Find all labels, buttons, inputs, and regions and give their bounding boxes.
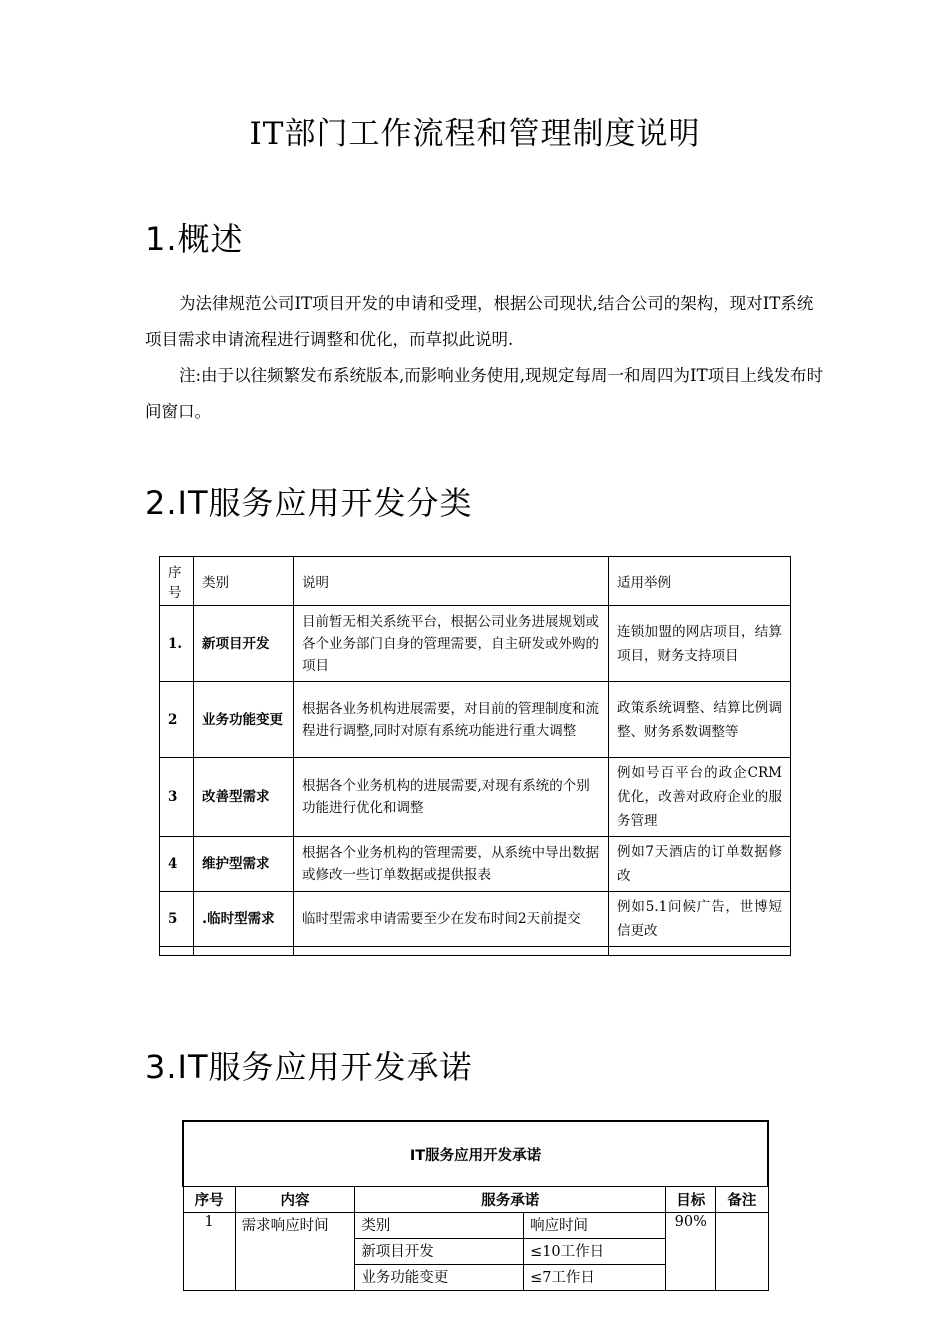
header-category: 类别 <box>194 557 294 606</box>
row-description: 根据各业务机构进展需要，对目前的管理制度和流程进行调整,同时对原有系统功能进行重大调整 <box>294 682 609 758</box>
section-heading-classification: 2.IT服务应用开发分类 <box>145 484 473 522</box>
sub-row-category: 新项目开发 <box>355 1239 524 1265</box>
row-target: 90% <box>666 1213 716 1291</box>
row-description: 目前暂无相关系统平台，根据公司业务进展规划或各个业务部门自身的管理需要，自主研发或外购的项目 <box>294 606 609 682</box>
table-row <box>183 1213 768 1239</box>
row-category: 维护型需求 <box>194 837 294 892</box>
row-category: 改善型需求 <box>194 758 294 837</box>
row-example: 例如7天酒店的订单数据修改 <box>609 837 791 892</box>
row-no: 1 <box>183 1213 235 1291</box>
row-no: 5 <box>160 892 194 947</box>
header-content: 内容 <box>235 1187 355 1213</box>
row-no: 3 <box>160 758 194 837</box>
classification-table <box>159 556 791 956</box>
header-commitment: 服务承诺 <box>355 1187 666 1213</box>
table-row <box>160 606 791 682</box>
sub-row-time: ≤7工作日 <box>524 1265 666 1291</box>
header-no: 序号 <box>183 1187 235 1213</box>
sub-header-category: 类别 <box>355 1213 524 1239</box>
overview-paragraph-1 <box>145 286 825 358</box>
row-example: 例如号百平台的政企CRM优化，改善对政府企业的服务管理 <box>609 758 791 837</box>
table-row <box>160 758 791 837</box>
table-header-row <box>183 1187 768 1213</box>
row-example: 连锁加盟的网店项目，结算项目，财务支持项目 <box>609 606 791 682</box>
row-no: 2 <box>160 682 194 758</box>
row-category: 新项目开发 <box>194 606 294 682</box>
empty-cell <box>194 947 294 956</box>
empty-cell <box>160 947 194 956</box>
table-header-row <box>160 557 791 606</box>
header-target: 目标 <box>666 1187 716 1213</box>
section-heading-overview: 1.概述 <box>145 220 244 258</box>
sub-header-response-time: 响应时间 <box>524 1213 666 1239</box>
sub-row-category: 业务功能变更 <box>355 1265 524 1291</box>
row-description: 根据各个业务机构的进展需要,对现有系统的个别功能进行优化和调整 <box>294 758 609 837</box>
row-no: 4 <box>160 837 194 892</box>
empty-cell <box>609 947 791 956</box>
header-no: 序号 <box>160 557 194 606</box>
table-caption: IT服务应用开发承诺 <box>183 1121 768 1187</box>
document-title: IT部门工作流程和管理制度说明 <box>249 116 701 152</box>
row-remark <box>716 1213 768 1291</box>
row-description: 临时型需求申请需要至少在发布时间2天前提交 <box>294 892 609 947</box>
row-example: 政策系统调整、结算比例调整、财务系数调整等 <box>609 682 791 758</box>
commitment-table <box>182 1120 769 1291</box>
header-remark: 备注 <box>716 1187 768 1213</box>
overview-paragraph-2-text: 注:由于以往频繁发布系统版本,而影响业务使用,现规定每周一和周四为IT项目上线发布时间窗口。 <box>145 366 824 421</box>
header-description: 说明 <box>294 557 609 606</box>
row-example: 例如5.1问候广告，世博短信更改 <box>609 892 791 947</box>
sub-row-time: ≤10工作日 <box>524 1239 666 1265</box>
empty-cell <box>294 947 609 956</box>
header-example: 适用举例 <box>609 557 791 606</box>
row-description: 根据各个业务机构的管理需要，从系统中导出数据或修改一些订单数据或提供报表 <box>294 837 609 892</box>
overview-paragraph-2 <box>145 358 825 430</box>
table-row <box>160 682 791 758</box>
row-no: 1. <box>160 606 194 682</box>
row-category: 业务功能变更 <box>194 682 294 758</box>
section-heading-commitment: 3.IT服务应用开发承诺 <box>145 1048 473 1086</box>
table-row <box>160 837 791 892</box>
overview-paragraph-1-text: 为法律规范公司IT项目开发的申请和受理，根据公司现状,结合公司的架构，现对IT系统项目需求申请流程进行调整和优化，而草拟此说明. <box>145 294 814 349</box>
row-category: .临时型需求 <box>194 892 294 947</box>
table-empty-row <box>160 947 791 956</box>
caption-row <box>183 1121 768 1187</box>
table-row <box>160 892 791 947</box>
row-content: 需求响应时间 <box>235 1213 355 1291</box>
